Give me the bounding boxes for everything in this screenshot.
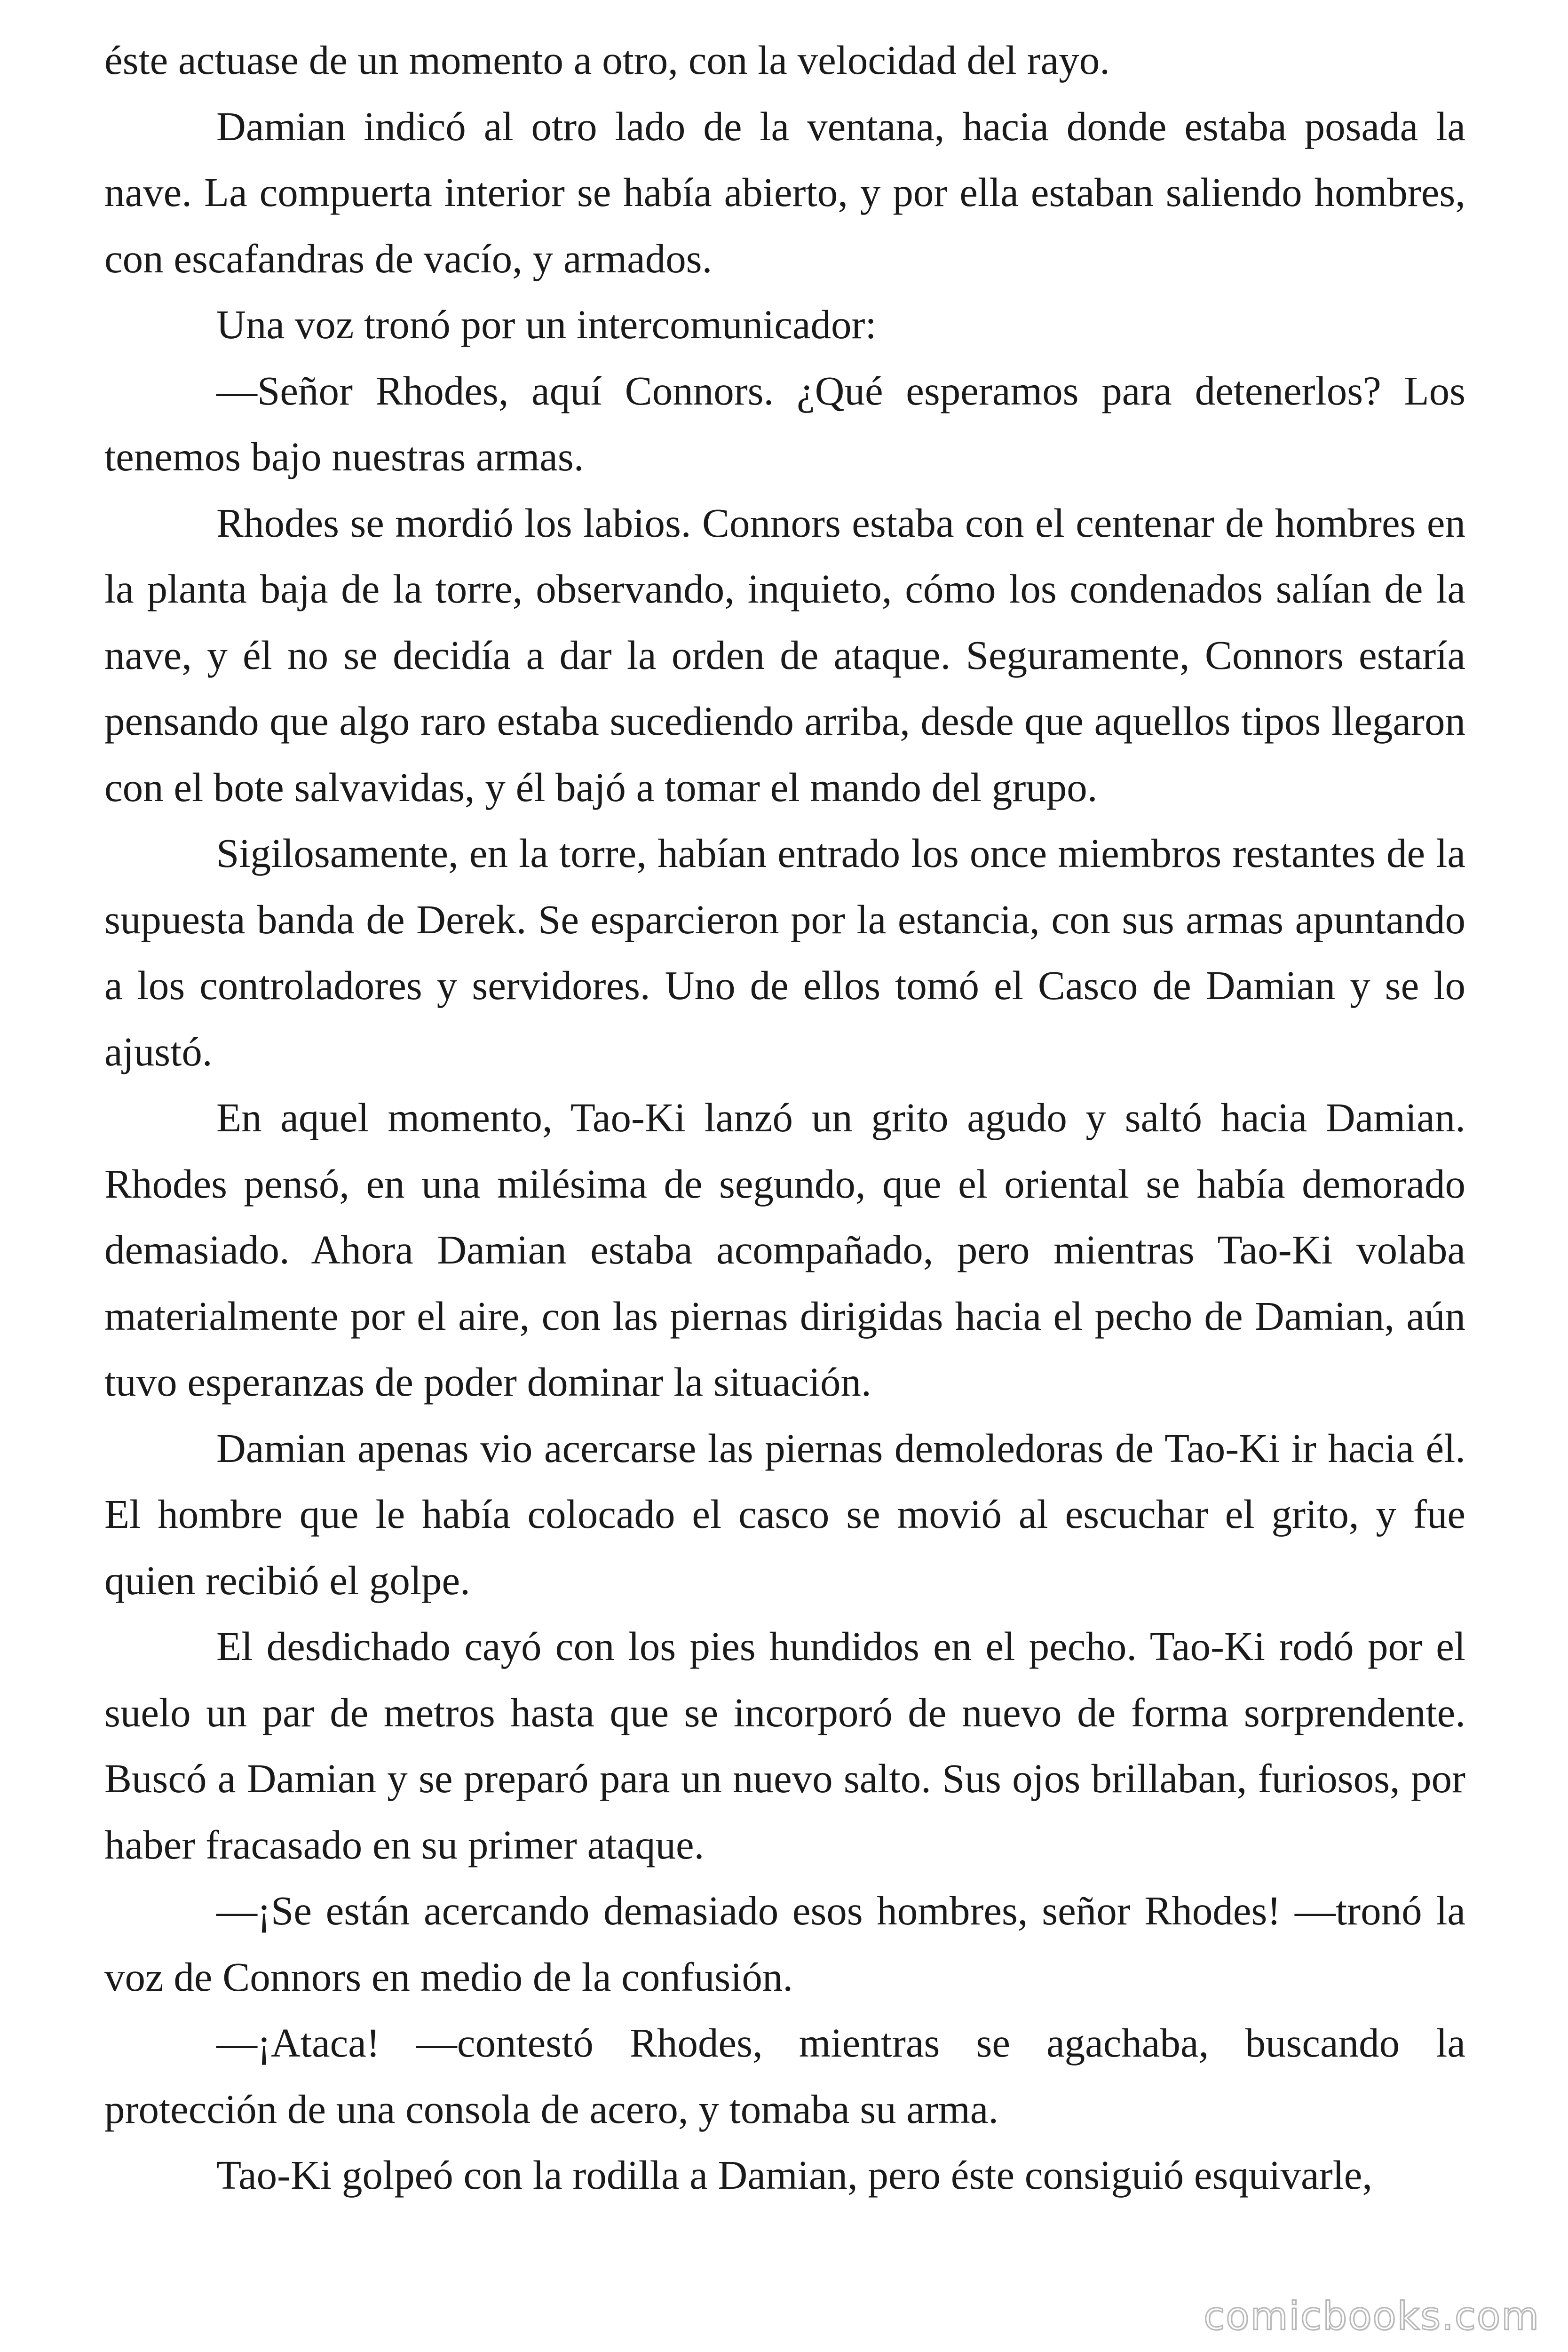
paragraph-dialogue: —Señor Rhodes, aquí Connors. ¿Qué esperamos para detenerlos? Los tenemos bajo nuestras armas. xyxy=(104,367,1465,479)
paragraph: El desdichado cayó con los pies hundidos en el pecho. Tao-Ki rodó por el suelo un par de metros hasta que se incorporó de nuevo de forma sorprendente. Buscó a Damian y se preparó para un nuevo salto. Sus ojos brillaban, furiosos, por haber fracasado en su primer ataque. xyxy=(104,1623,1465,1867)
paragraph-dialogue: —¡Ataca! —contestó Rhodes, mientras se agachaba, buscando la protección de una consola de acero, y tomaba su arma. xyxy=(104,2020,1465,2132)
paragraph: Damian apenas vio acercarse las piernas demoledoras de Tao-Ki ir hacia él. El hombre que le había colocado el casco se movió al escuchar el grito, y fue quien recibió el golpe. xyxy=(104,1425,1465,1603)
watermark: comicbooks.com xyxy=(1204,2294,1540,2339)
paragraph: Damian indicó al otro lado de la ventana, hacia donde estaba posada la nave. La compuerta interior se había abierto, y por ella estaban saliendo hombres, con escafandras de vacío, y armados. xyxy=(104,103,1465,281)
document-body xyxy=(104,27,1465,2209)
paragraph-continuation: éste actuase de un momento a otro, con la velocidad del rayo. xyxy=(104,37,1110,83)
paragraph: Una voz tronó por un intercomunicador: xyxy=(216,302,877,347)
paragraph: Sigilosamente, en la torre, habían entrado los once miembros restantes de la supuesta banda de Derek. Se esparcieron por la estancia, con sus armas apuntando a los controladores y servidores. Uno de ellos tomó el Casco de Damian y se lo ajustó. xyxy=(104,830,1465,1074)
paragraph-dialogue: —¡Se están acercando demasiado esos hombres, señor Rhodes! —tronó la voz de Connors en medio de la confusión. xyxy=(104,1888,1465,2000)
paragraph: En aquel momento, Tao-Ki lanzó un grito agudo y saltó hacia Damian. Rhodes pensó, en una milésima de segundo, que el oriental se había demorado demasiado. Ahora Damian estaba acompañado, pero mientras Tao-Ki volaba materialmente por el aire, con las piernas dirigidas hacia el pecho de Damian, aún tuvo esperanzas de poder dominar la situación. xyxy=(104,1095,1465,1405)
paragraph: Tao-Ki golpeó con la rodilla a Damian, pero éste consiguió esquivarle, xyxy=(216,2152,1373,2198)
paragraph: Rhodes se mordió los labios. Connors estaba con el centenar de hombres en la planta baja de la torre, observando, inquieto, cómo los condenados salían de la nave, y él no se decidía a dar la orden de ataque. Seguramente, Connors estaría pensando que algo raro estaba sucediendo arriba, desde que aquellos tipos llegaron con el bote salvavidas, y él bajó a tomar el mando del grupo. xyxy=(104,500,1465,810)
